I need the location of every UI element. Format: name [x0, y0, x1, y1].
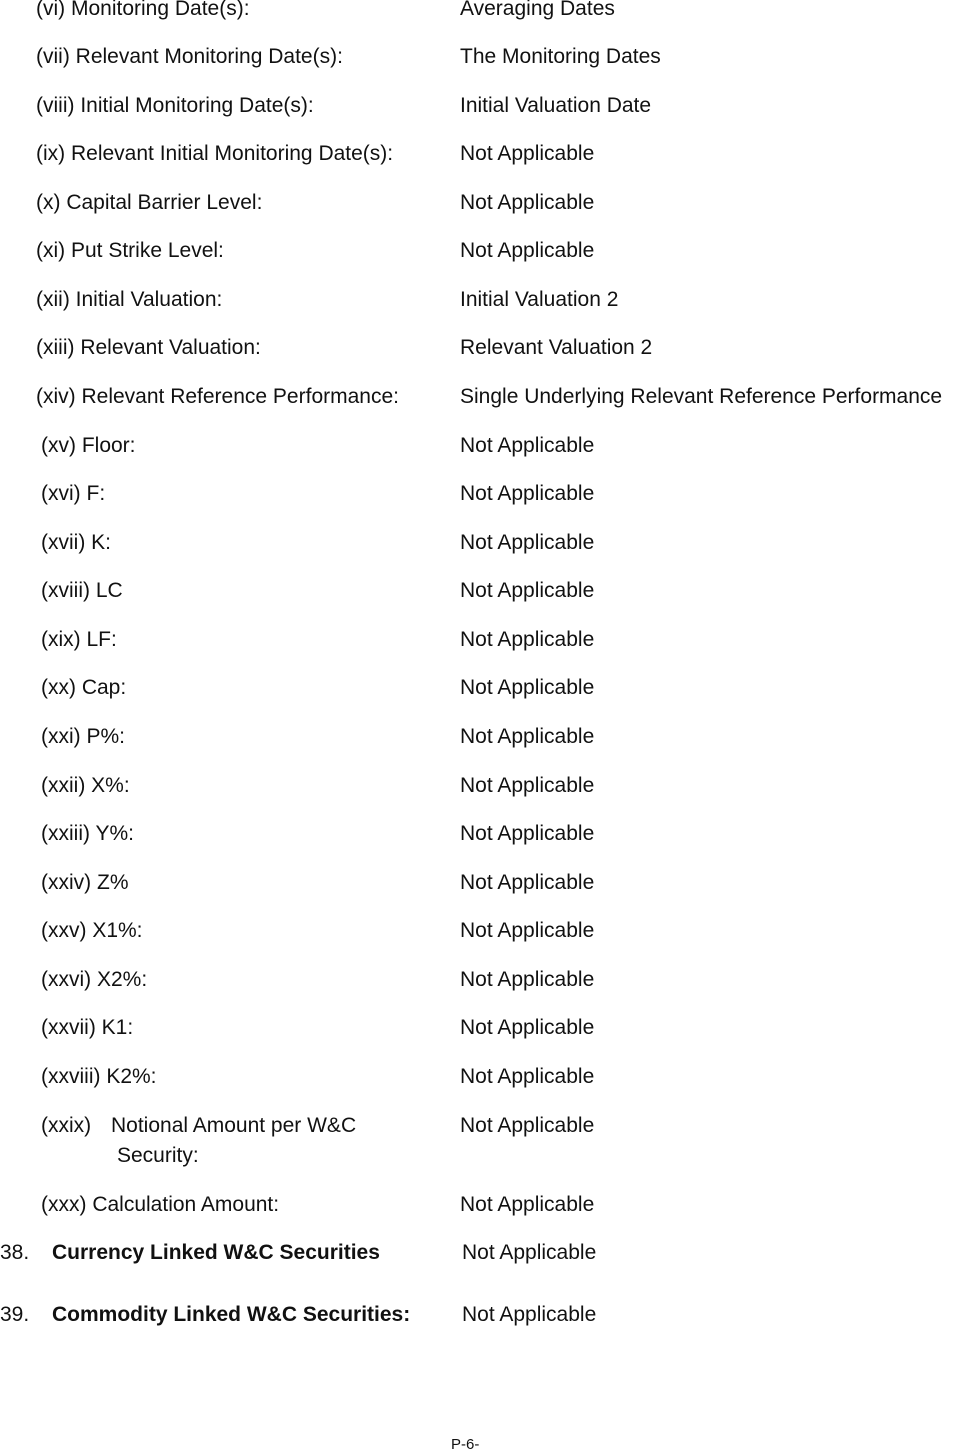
item-row	[0, 0, 960, 24]
item-label: (xxi) P%:	[41, 725, 125, 748]
calc-value: Not Applicable	[460, 1193, 595, 1216]
item-row	[0, 916, 960, 946]
item-value: Relevant Valuation 2	[460, 336, 653, 359]
item-label: (vii) Relevant Monitoring Date(s):	[36, 45, 343, 68]
item-row	[0, 528, 960, 558]
item-label: (vi) Monitoring Date(s):	[36, 0, 250, 20]
item-value: Not Applicable	[460, 531, 595, 554]
item-row	[0, 333, 960, 363]
item-row	[0, 1062, 960, 1092]
section-value: Not Applicable	[462, 1303, 597, 1326]
item-row	[0, 42, 960, 72]
item-value: Not Applicable	[460, 774, 595, 797]
notional-row	[0, 1111, 960, 1171]
item-value: Averaging Dates	[460, 0, 615, 20]
item-value: Not Applicable	[460, 191, 595, 214]
item-label: (xxv) X1%:	[41, 919, 143, 942]
item-label: (viii) Initial Monitoring Date(s):	[36, 94, 314, 117]
item-row	[0, 965, 960, 995]
item-value: Not Applicable	[460, 871, 595, 894]
item-value: Not Applicable	[460, 822, 595, 845]
item-row	[0, 285, 960, 315]
page-number: P-6-	[451, 1436, 480, 1453]
item-label: (xvii) K:	[41, 531, 111, 554]
item-label: (x) Capital Barrier Level:	[36, 191, 263, 214]
item-value: Not Applicable	[460, 628, 595, 651]
item-row	[0, 188, 960, 218]
item-value: Not Applicable	[460, 579, 595, 602]
item-row	[0, 868, 960, 898]
item-label: (xix) LF:	[41, 628, 117, 651]
calc-label: (xxx) Calculation Amount:	[41, 1193, 280, 1216]
item-label: (xii) Initial Valuation:	[36, 288, 223, 311]
item-row	[0, 236, 960, 266]
notional-label-line1: Notional Amount per W&C	[111, 1114, 357, 1137]
item-value: Not Applicable	[460, 142, 595, 165]
section-title: Currency Linked W&C Securities	[52, 1241, 380, 1264]
item-value: Not Applicable	[460, 1016, 595, 1039]
item-label: (xv) Floor:	[41, 434, 136, 457]
item-label: (xxviii) K2%:	[41, 1065, 157, 1088]
item-label: (xiii) Relevant Valuation:	[36, 336, 261, 359]
section-value: Not Applicable	[462, 1241, 597, 1264]
item-label: (xx) Cap:	[41, 676, 127, 699]
item-row	[0, 625, 960, 655]
section-row	[0, 1238, 960, 1268]
item-row	[0, 91, 960, 121]
item-value: Initial Valuation 2	[460, 288, 619, 311]
item-label: (xxvi) X2%:	[41, 968, 148, 991]
item-label: (xiv) Relevant Reference Performance:	[36, 385, 399, 408]
item-row	[0, 771, 960, 801]
section-number: 38.	[0, 1241, 30, 1264]
item-value: Not Applicable	[460, 434, 595, 457]
section-number: 39.	[0, 1303, 30, 1326]
section-title: Commodity Linked W&C Securities:	[52, 1303, 411, 1326]
item-value: Not Applicable	[460, 482, 595, 505]
item-value: Not Applicable	[460, 968, 595, 991]
item-row	[0, 139, 960, 169]
notional-value: Not Applicable	[460, 1114, 595, 1137]
item-value: Not Applicable	[460, 239, 595, 262]
item-row	[0, 673, 960, 703]
section-row	[0, 1300, 960, 1330]
item-row	[0, 722, 960, 752]
item-row	[0, 576, 960, 606]
item-label: (xi) Put Strike Level:	[36, 239, 224, 262]
item-row	[0, 1013, 960, 1043]
item-label: (xvi) F:	[41, 482, 106, 505]
item-row	[0, 431, 960, 461]
item-value: Not Applicable	[460, 919, 595, 942]
item-label: (xxiv) Z%	[41, 871, 129, 894]
item-row	[0, 819, 960, 849]
item-value: Not Applicable	[460, 725, 595, 748]
notional-label-line2: Security:	[117, 1144, 199, 1167]
item-value: Single Underlying Relevant Reference Performance	[460, 385, 943, 408]
notional-num: (xxix)	[41, 1114, 92, 1137]
item-label: (ix) Relevant Initial Monitoring Date(s):	[36, 142, 394, 165]
item-label: (xviii) LC	[41, 579, 123, 602]
item-value: The Monitoring Dates	[460, 45, 661, 68]
item-label: (xxii) X%:	[41, 774, 130, 797]
item-row	[0, 479, 960, 509]
item-row	[0, 382, 960, 412]
calc-row	[0, 1190, 960, 1220]
item-value: Not Applicable	[460, 1065, 595, 1088]
item-label: (xxiii) Y%:	[41, 822, 134, 845]
item-label: (xxvii) K1:	[41, 1016, 134, 1039]
item-value: Not Applicable	[460, 676, 595, 699]
item-value: Initial Valuation Date	[460, 94, 652, 117]
notional-label	[41, 1111, 441, 1171]
